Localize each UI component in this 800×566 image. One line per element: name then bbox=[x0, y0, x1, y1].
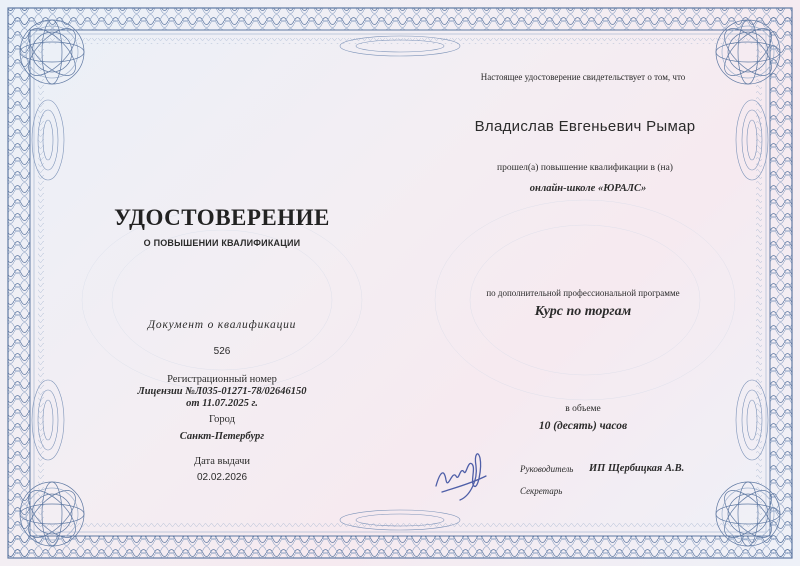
school-name: онлайн-школе «ЮРАЛС» bbox=[529, 183, 647, 194]
certificate-subtitle: О ПОВЫШЕНИИ КВАЛИФИКАЦИИ bbox=[143, 238, 301, 248]
person-name: Владислав Евгеньевич Рымар bbox=[474, 118, 696, 135]
issue-date-label: Дата выдачи bbox=[193, 456, 251, 467]
program-label: по дополнительной профессиональной программе bbox=[486, 288, 680, 298]
border-inner bbox=[38, 38, 762, 528]
passed-text: прошел(а) повышение квалификации в (на) bbox=[497, 163, 673, 173]
certificate-title: УДОСТОВЕРЕНИЕ bbox=[114, 205, 330, 230]
certify-text: Настоящее удостоверение свидетельствует о том, что bbox=[480, 72, 686, 82]
city-label: Город bbox=[209, 414, 235, 425]
issue-date: 02.02.2026 bbox=[196, 472, 248, 483]
registration-label: Регистрационный номер bbox=[167, 374, 277, 385]
secretary-role: Секретарь bbox=[520, 486, 563, 496]
signature-icon bbox=[430, 446, 492, 504]
head-role: Руководитель bbox=[520, 464, 574, 474]
license-date: от 11.07.2025 г. bbox=[186, 398, 258, 409]
document-number: 526 bbox=[213, 346, 231, 357]
course-hours: 10 (десять) часов bbox=[538, 420, 628, 432]
volume-label: в объеме bbox=[565, 404, 601, 414]
license-number: Лицензии №Л035-01271-78/02646150 bbox=[137, 386, 307, 397]
head-name: ИП Щербицкая А.В. bbox=[589, 463, 685, 474]
city-value: Санкт-Петербург bbox=[179, 431, 265, 442]
side-ornaments bbox=[32, 36, 768, 530]
border-outer bbox=[8, 8, 792, 558]
course-name: Курс по торгам bbox=[534, 304, 632, 319]
document-label: Документ о квалификации bbox=[147, 319, 297, 331]
